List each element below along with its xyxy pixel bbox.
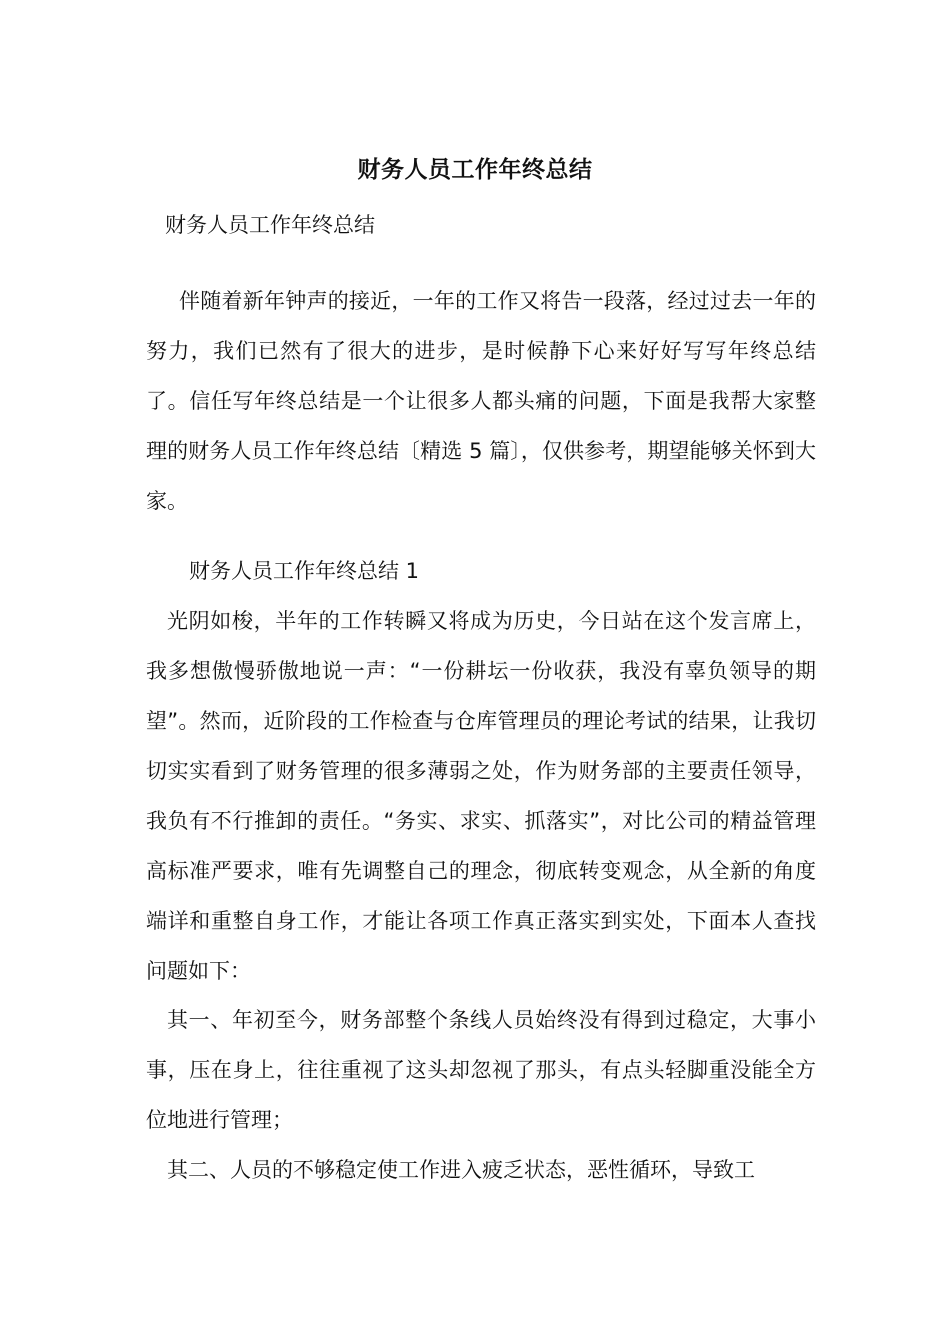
document-subtitle: 财务人员工作年终总结 — [165, 213, 375, 237]
body-paragraph: 光阴如梭，半年的工作转瞬又将成为历史，今日站在这个发言席上，我多想傲慢骄傲地说一声：“一份耕坛一份收获，我没有辜负领导的期望”。然而，近阶段的工作检查与仓库管理员的理论考试的结果，让我切切实实看到了财务管理的很多薄弱之处，作为财务部的主要责任领导，我负有不行推卸的责任。“务实、求实、抓落实”，对比公司的精益管理高标准严要求，唯有先调整自己的理念，彻底转变观念，从全新的角度端详和重整自身工作，才能让各项工作真正落实到实处，下面本人查找问题如下： — [146, 609, 816, 983]
document-title: 财务人员工作年终总结 — [357, 157, 593, 183]
section-heading: 财务人员工作年终总结 1 — [189, 559, 420, 583]
body-paragraph: 其一、年初至今，财务部整个条线人员始终没有得到过稳定，大事小事，压在身上，往往重视了这头却忽视了那头，有点头轻脚重没能全方位地进行管理； — [146, 1008, 816, 1132]
intro-paragraph: 伴随着新年钟声的接近，一年的工作又将告一段落，经过过去一年的努力，我们已然有了很大的进步，是时候静下心来好好写写年终总结了。信任写年终总结是一个让很多人都头痛的问题，下面是我帮大家整理的财务人员工作年终总结〔精选 5 篇〕，仅供参考，期望能够关怀到大家。 — [146, 289, 816, 513]
body-paragraph: 其二、人员的不够稳定使工作进入疲乏状态，恶性循环，导致工 — [167, 1158, 755, 1182]
